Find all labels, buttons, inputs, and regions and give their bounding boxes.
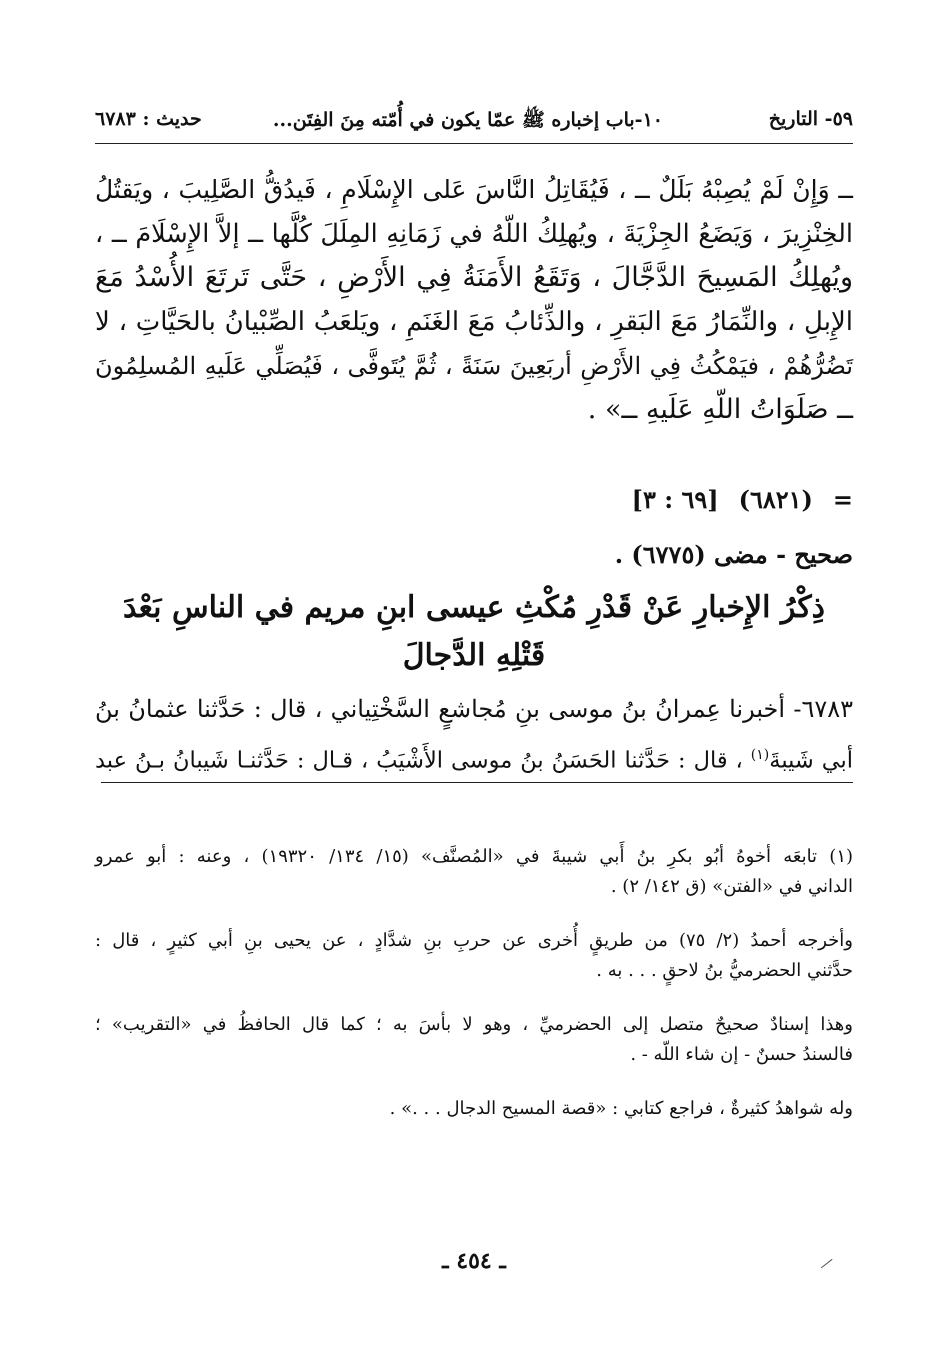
main-text-line: ــ صَلَوَاتُ اللّهِ عَلَيهِ ــ» .	[587, 394, 853, 425]
footnote-line: وهذا إسنادٌ صحيحٌ متصل إلى الحضرميِّ ، وهو لا بأسَ به ؛ كما قال الحافظُ في «التقريب» ؛	[95, 1014, 853, 1035]
hadith-text-line	[95, 732, 853, 784]
footnote-line: وأخرجه أحمدُ (٢/ ٧٥) من طريقٍ أُخرى عن حربِ بنِ شدَّادٍ ، عن يحيى بنِ أبي كثيرٍ ، قال :	[95, 930, 853, 951]
running-header	[95, 98, 853, 138]
hadith-text-block	[95, 686, 853, 784]
page-number: ـ ٤٥٤ ـ	[442, 1248, 506, 1274]
hadith-text-line: ٦٧٨٣- أخبرنا عِمرانُ بنُ موسى بنِ مُجاشعٍ السَّخْتِياني ، قال : حَدَّثنا عثمانُ بنُ	[95, 695, 853, 723]
footnote-paragraph	[95, 926, 853, 986]
main-text-line: الخِنْزِيرَ ، وَيَضَعُ الجِزْيَةَ ، ويُهلِكُ اللّهُ في زَمَانِهِ المِلَلَ كُلَّها ــ إلاَّ الإِسْلَامَ ــ ،	[95, 219, 853, 249]
footnote-line: حدَّثني الحضرميُّ بنُ لاحقٍ . . . به .	[596, 960, 853, 981]
chapter-heading-line: ذِكْرُ الإِخبارِ عَنْ قَدْرِ مُكْثِ عيسى ابنِ مريم في الناسِ بَعْدَ	[122, 590, 826, 625]
main-text-line: الإِبلِ ، والنِّمَارُ مَعَ البَقرِ ، والذِّئابُ مَعَ الغَنَمِ ، ويَلعَبُ الصِّبْيانُ بالحَيَّاتِ ، لا	[95, 307, 854, 337]
footnote-line: وله شواهدُ كثيرةٌ ، فراجع كتابي : «قصة المسيح الدجال . . .» .	[389, 1098, 853, 1119]
cross-reference	[612, 485, 853, 514]
footnote-marker[interactable]: (١)	[750, 747, 770, 763]
footnote-paragraph	[95, 842, 853, 902]
reference-location: [٦٩ : ٣]	[631, 485, 719, 514]
header-chapter-title: ١٠-باب إخباره ﷺ عمّا يكون في أُمّته مِنَ الفِتَن...	[272, 109, 663, 131]
reference-equals: =	[832, 485, 853, 514]
header-divider	[95, 143, 853, 144]
main-text-line: تَضُرُّهُمْ ، فيَمْكُثُ فِي الأَرْضِ أربَعِينَ سَنَةً ، ثُمَّ يُتَوفَّى ، فَيُصَلِّي عَلَيهِ المُسلِمُونَ	[95, 352, 854, 380]
header-book-title: ٥٩- التاريخ	[768, 108, 853, 130]
hadith-grade: صحيح - مضى (٦٧٧٥) .	[614, 540, 853, 569]
reference-number: (٦٨٢١)	[738, 485, 813, 514]
main-text-line: ــ وَإِنْ لَمْ يُصِبْهُ بَلَلٌ ــ ، فَيُقَاتِلُ النَّاسَ عَلى الإِسْلَامِ ، فَيدُقُّ الصَّلِيبَ ، ويَقتُلُ	[95, 175, 853, 204]
footnote-paragraph	[95, 1094, 853, 1124]
footnote-line: (١) تابعَه أخوهُ أبُو بكرِ بنُ أَبي شيبةَ في «المُصنَّف» (١٥/ ١٣٤/ ١٩٣٢٠) ، وعنه : أبو عمرو	[95, 846, 854, 867]
footnote-line: فالسندُ حسنٌ - إن شاء اللّه - .	[630, 1044, 853, 1065]
footnotes-block	[95, 842, 853, 1148]
main-text-line: ويُهلِكُ المَسِيحَ الدَّجَّالَ ، وَتَقَعُ الأَمَنَةُ فِي الأَرْضِ ، حَتَّى تَرتَعَ الأُسْدُ مَعَ	[95, 262, 853, 293]
chapter-heading	[95, 584, 853, 680]
footnote-paragraph	[95, 1010, 853, 1070]
main-text-block	[95, 168, 853, 432]
header-hadith-number: حديث : ٦٧٨٣	[95, 108, 202, 130]
chapter-heading-line: قَتْلِهِ الدَّجالَ	[402, 638, 546, 673]
footnote-line: الداني في «الفتن» (ق ١٤٢/ ٢) .	[610, 876, 853, 897]
hadith-text-segment: ، قال : حَدَّثنا الحَسَنُ بنُ موسى الأَشْيَبُ ، قـال : حَدَّثنـا شَيبانُ بـنُ عبد	[95, 747, 751, 774]
hadith-text-segment: أبي شَيبةَ	[769, 747, 853, 774]
footnote-divider	[101, 782, 853, 783]
